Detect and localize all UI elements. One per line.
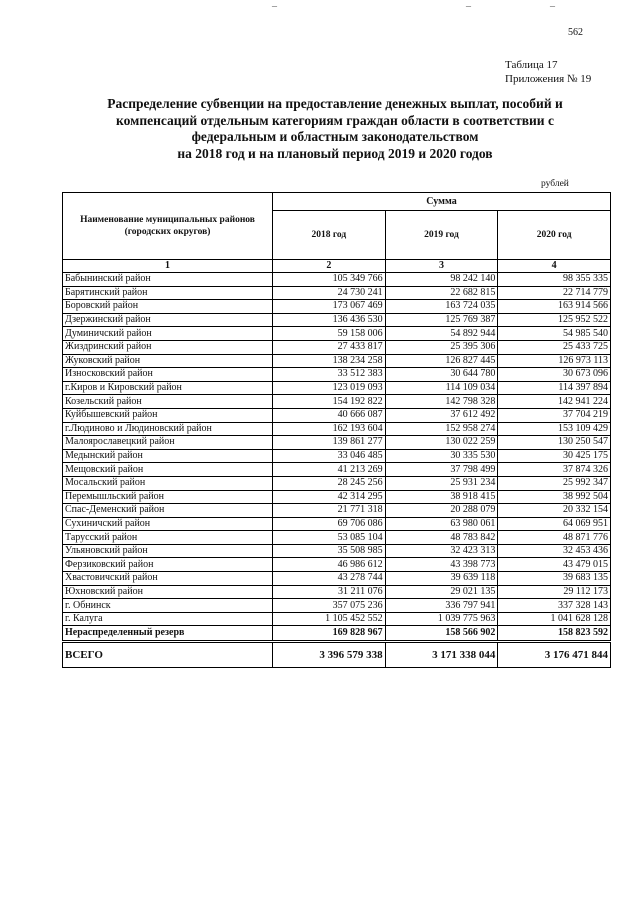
table-row: [63, 313, 611, 327]
amount-2019-cell: 37 798 499: [385, 463, 498, 477]
table-row: [63, 585, 611, 599]
district-name-cell: Хвастовичский район: [63, 572, 273, 586]
amount-2019-cell: 3 171 338 044: [385, 642, 498, 668]
amount-2019-cell: 22 682 815: [385, 286, 498, 300]
table-reference: [505, 58, 591, 86]
amount-2018-cell: 53 085 104: [273, 531, 386, 545]
amount-2020-cell: 114 397 894: [498, 381, 611, 395]
table-row: [63, 436, 611, 450]
name-column-header: Наименование муниципальных районов (городских округов): [63, 193, 273, 260]
table-row: [63, 572, 611, 586]
district-name-cell: г. Калуга: [63, 612, 273, 626]
table-row: [63, 368, 611, 382]
district-name-cell: Дзержинский район: [63, 313, 273, 327]
subvention-table: [62, 192, 611, 668]
amount-2019-cell: 29 021 135: [385, 585, 498, 599]
amount-2019-cell: 152 958 274: [385, 422, 498, 436]
table-row: [63, 408, 611, 422]
table-row: [63, 476, 611, 490]
amount-2018-cell: 43 278 744: [273, 572, 386, 586]
amount-2020-cell: 48 871 776: [498, 531, 611, 545]
column-number: 2: [273, 260, 386, 273]
amount-2019-cell: 32 423 313: [385, 544, 498, 558]
table-row: [63, 449, 611, 463]
appendix-label: Приложения № 19: [505, 73, 592, 85]
title-line: Распределение субвенции на предоставление денежных выплат, пособий и: [107, 96, 563, 111]
district-name-cell: Малоярославецкий район: [63, 436, 273, 450]
amount-2020-cell: 22 714 779: [498, 286, 611, 300]
amount-2018-cell: 31 211 076: [273, 585, 386, 599]
amount-2019-cell: 30 644 780: [385, 368, 498, 382]
amount-2018-cell: 162 193 604: [273, 422, 386, 436]
table-row: [63, 531, 611, 545]
district-name-cell: Юхновский район: [63, 585, 273, 599]
amount-2020-cell: 25 992 347: [498, 476, 611, 490]
column-number: 1: [63, 260, 273, 273]
table-row: [63, 544, 611, 558]
table-row: [63, 599, 611, 613]
amount-2019-cell: 25 395 306: [385, 340, 498, 354]
district-name-cell: Бабынинский район: [63, 273, 273, 287]
district-name-cell: Ульяновский район: [63, 544, 273, 558]
amount-2018-cell: 27 433 817: [273, 340, 386, 354]
year-header-2018: 2018 год: [273, 211, 386, 260]
amount-2018-cell: 136 436 530: [273, 313, 386, 327]
column-number: 3: [385, 260, 498, 273]
amount-2020-cell: 125 952 522: [498, 313, 611, 327]
amount-2018-cell: 173 067 469: [273, 300, 386, 314]
amount-2018-cell: 42 314 295: [273, 490, 386, 504]
table-row: [63, 327, 611, 341]
amount-2019-cell: 54 892 944: [385, 327, 498, 341]
district-name-cell: г. Обнинск: [63, 599, 273, 613]
amount-2018-cell: 123 019 093: [273, 381, 386, 395]
district-name-cell: Жуковский район: [63, 354, 273, 368]
table-row: [63, 381, 611, 395]
amount-2019-cell: 336 797 941: [385, 599, 498, 613]
amount-2019-cell: 125 769 387: [385, 313, 498, 327]
amount-2018-cell: 46 986 612: [273, 558, 386, 572]
amount-2020-cell: 142 941 224: [498, 395, 611, 409]
amount-2018-cell: 33 512 383: [273, 368, 386, 382]
amount-2020-cell: 158 823 592: [498, 626, 611, 642]
units-label: рублей: [541, 179, 569, 189]
amount-2020-cell: 1 041 628 128: [498, 612, 611, 626]
sum-header: Сумма: [273, 193, 611, 211]
table-row: [63, 612, 611, 626]
total-row: [63, 642, 611, 668]
amount-2018-cell: 139 861 277: [273, 436, 386, 450]
table-row: [63, 354, 611, 368]
district-name-cell: Медынский район: [63, 449, 273, 463]
district-name-cell: Козельский район: [63, 395, 273, 409]
amount-2019-cell: 114 109 034: [385, 381, 498, 395]
amount-2020-cell: 32 453 436: [498, 544, 611, 558]
amount-2019-cell: 30 335 530: [385, 449, 498, 463]
document-title: [60, 96, 610, 162]
amount-2018-cell: 21 771 318: [273, 504, 386, 518]
amount-2020-cell: 37 874 326: [498, 463, 611, 477]
amount-2019-cell: 39 639 118: [385, 572, 498, 586]
district-name-cell: Жиздринский район: [63, 340, 273, 354]
amount-2019-cell: 37 612 492: [385, 408, 498, 422]
amount-2019-cell: 126 827 445: [385, 354, 498, 368]
table-row: [63, 490, 611, 504]
amount-2019-cell: 1 039 775 963: [385, 612, 498, 626]
amount-2019-cell: 163 724 035: [385, 300, 498, 314]
amount-2020-cell: 153 109 429: [498, 422, 611, 436]
table-row: [63, 517, 611, 531]
year-header-2020: 2020 год: [498, 211, 611, 260]
page-number: 562: [568, 27, 583, 38]
amount-2018-cell: 105 349 766: [273, 273, 386, 287]
district-name-cell: Нераспределенный резерв: [63, 626, 273, 642]
district-name-cell: Думиничский район: [63, 327, 273, 341]
district-name-cell: Боровский район: [63, 300, 273, 314]
amount-2019-cell: 98 242 140: [385, 273, 498, 287]
district-name-cell: Спас-Деменский район: [63, 504, 273, 518]
amount-2018-cell: 3 396 579 338: [273, 642, 386, 668]
table-body: [63, 260, 611, 668]
title-line: федеральным и областным законодательством: [191, 129, 479, 144]
amount-2018-cell: 59 158 006: [273, 327, 386, 341]
table-label: Таблица 17: [505, 59, 558, 71]
amount-2018-cell: 40 666 087: [273, 408, 386, 422]
table-row: [63, 286, 611, 300]
amount-2020-cell: 337 328 143: [498, 599, 611, 613]
amount-2019-cell: 158 566 902: [385, 626, 498, 642]
amount-2019-cell: 20 288 079: [385, 504, 498, 518]
amount-2018-cell: 169 828 967: [273, 626, 386, 642]
district-name-cell: Тарусский район: [63, 531, 273, 545]
amount-2020-cell: 163 914 566: [498, 300, 611, 314]
column-number-row: [63, 260, 611, 273]
title-line: на 2018 год и на плановый период 2019 и 2020 годов: [177, 145, 493, 161]
amount-2020-cell: 37 704 219: [498, 408, 611, 422]
table-row: [63, 504, 611, 518]
amount-2020-cell: 20 332 154: [498, 504, 611, 518]
amount-2020-cell: 30 673 096: [498, 368, 611, 382]
amount-2019-cell: 38 918 415: [385, 490, 498, 504]
amount-2020-cell: 126 973 113: [498, 354, 611, 368]
table-row: [63, 463, 611, 477]
amount-2020-cell: 64 069 951: [498, 517, 611, 531]
district-name-cell: Куйбышевский район: [63, 408, 273, 422]
amount-2018-cell: 41 213 269: [273, 463, 386, 477]
scan-mark: ¯: [272, 6, 277, 17]
scan-mark: ¯: [550, 6, 555, 17]
district-name-cell: Перемышльский район: [63, 490, 273, 504]
table-row: [63, 395, 611, 409]
reserve-row: [63, 626, 611, 642]
district-name-cell: Ферзиковский район: [63, 558, 273, 572]
amount-2020-cell: 98 355 335: [498, 273, 611, 287]
amount-2020-cell: 39 683 135: [498, 572, 611, 586]
amount-2018-cell: 154 192 822: [273, 395, 386, 409]
district-name-cell: Барятинский район: [63, 286, 273, 300]
table-row: [63, 273, 611, 287]
scan-mark: ¯: [466, 6, 471, 17]
table-row: [63, 422, 611, 436]
amount-2018-cell: 69 706 086: [273, 517, 386, 531]
amount-2020-cell: 54 985 540: [498, 327, 611, 341]
amount-2019-cell: 25 931 234: [385, 476, 498, 490]
district-name-cell: Мещовский район: [63, 463, 273, 477]
table-row: [63, 340, 611, 354]
amount-2019-cell: 142 798 328: [385, 395, 498, 409]
district-name-cell: г.Людиново и Людиновский район: [63, 422, 273, 436]
district-name-cell: Сухиничский район: [63, 517, 273, 531]
amount-2020-cell: 43 479 015: [498, 558, 611, 572]
amount-2019-cell: 43 398 773: [385, 558, 498, 572]
amount-2018-cell: 1 105 452 552: [273, 612, 386, 626]
column-number: 4: [498, 260, 611, 273]
district-name-cell: ВСЕГО: [63, 642, 273, 668]
amount-2020-cell: 130 250 547: [498, 436, 611, 450]
district-name-cell: г.Киров и Кировский район: [63, 381, 273, 395]
district-name-cell: Износковский район: [63, 368, 273, 382]
table-row: [63, 300, 611, 314]
amount-2019-cell: 130 022 259: [385, 436, 498, 450]
amount-2019-cell: 63 980 061: [385, 517, 498, 531]
year-header-2019: 2019 год: [385, 211, 498, 260]
title-line: компенсаций отдельным категориям граждан области в соответствии с: [116, 112, 554, 128]
amount-2020-cell: 29 112 173: [498, 585, 611, 599]
amount-2020-cell: 25 433 725: [498, 340, 611, 354]
amount-2018-cell: 28 245 256: [273, 476, 386, 490]
amount-2020-cell: 38 992 504: [498, 490, 611, 504]
amount-2018-cell: 33 046 485: [273, 449, 386, 463]
amount-2018-cell: 35 508 985: [273, 544, 386, 558]
amount-2020-cell: 30 425 175: [498, 449, 611, 463]
amount-2019-cell: 48 783 842: [385, 531, 498, 545]
amount-2018-cell: 24 730 241: [273, 286, 386, 300]
amount-2018-cell: 357 075 236: [273, 599, 386, 613]
amount-2020-cell: 3 176 471 844: [498, 642, 611, 668]
amount-2018-cell: 138 234 258: [273, 354, 386, 368]
district-name-cell: Мосальский район: [63, 476, 273, 490]
table-row: [63, 558, 611, 572]
